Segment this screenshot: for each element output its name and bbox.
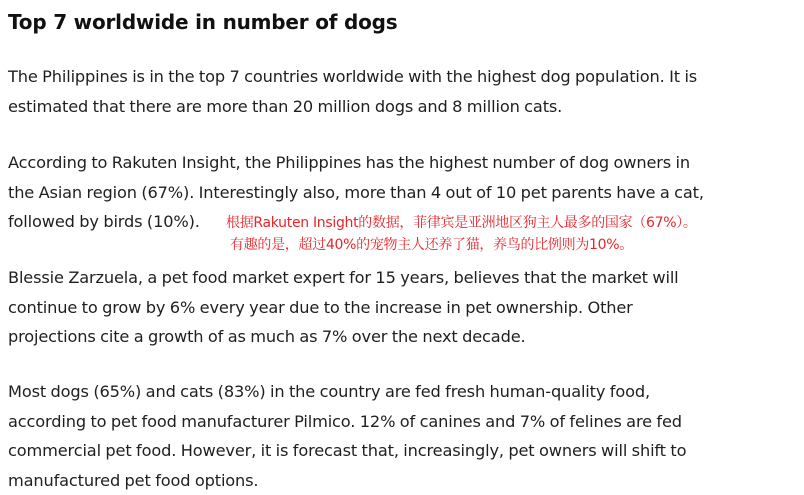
paragraph-line: estimated that there are more than 20 million dogs and 8 million cats. [8,92,697,122]
paragraph-line: projections cite a growth of as much as 7% over the next decade. [8,322,679,352]
article [8,6,798,38]
paragraph-pet-food [8,377,686,495]
paragraph-line: followed by birds (10%). [8,207,704,237]
paragraph-line: according to pet food manufacturer Pilmico. 12% of canines and 7% of felines are fed [8,407,686,437]
translation-annotation [226,212,697,256]
annotation-line: 根据Rakuten Insight的数据，菲律宾是亚洲地区狗主人最多的国家（67%）。 [226,212,697,234]
paragraph-line: Most dogs (65%) and cats (83%) in the country are fed fresh human-quality food, [8,377,686,407]
paragraph-dog-population [8,62,697,121]
paragraph-line: commercial pet food. However, it is forecast that, increasingly, pet owners will shift to [8,436,686,466]
paragraph-line: continue to grow by 6% every year due to the increase in pet ownership. Other [8,293,679,323]
paragraph-line: the Asian region (67%). Interestingly also, more than 4 out of 10 pet parents have a cat, [8,178,704,208]
paragraph-line: Blessie Zarzuela, a pet food market expert for 15 years, believes that the market will [8,263,679,293]
annotation-line: 有趣的是，超过40%的宠物主人还养了猫，养鸟的比例则为10%。 [226,234,697,256]
paragraph-line: manufactured pet food options. [8,466,686,495]
paragraph-line: The Philippines is in the top 7 countries worldwide with the highest dog population. It is [8,62,697,92]
paragraph-line: According to Rakuten Insight, the Philippines has the highest number of dog owners in [8,148,704,178]
paragraph-market-growth [8,263,679,352]
article-heading: Top 7 worldwide in number of dogs [8,6,798,38]
